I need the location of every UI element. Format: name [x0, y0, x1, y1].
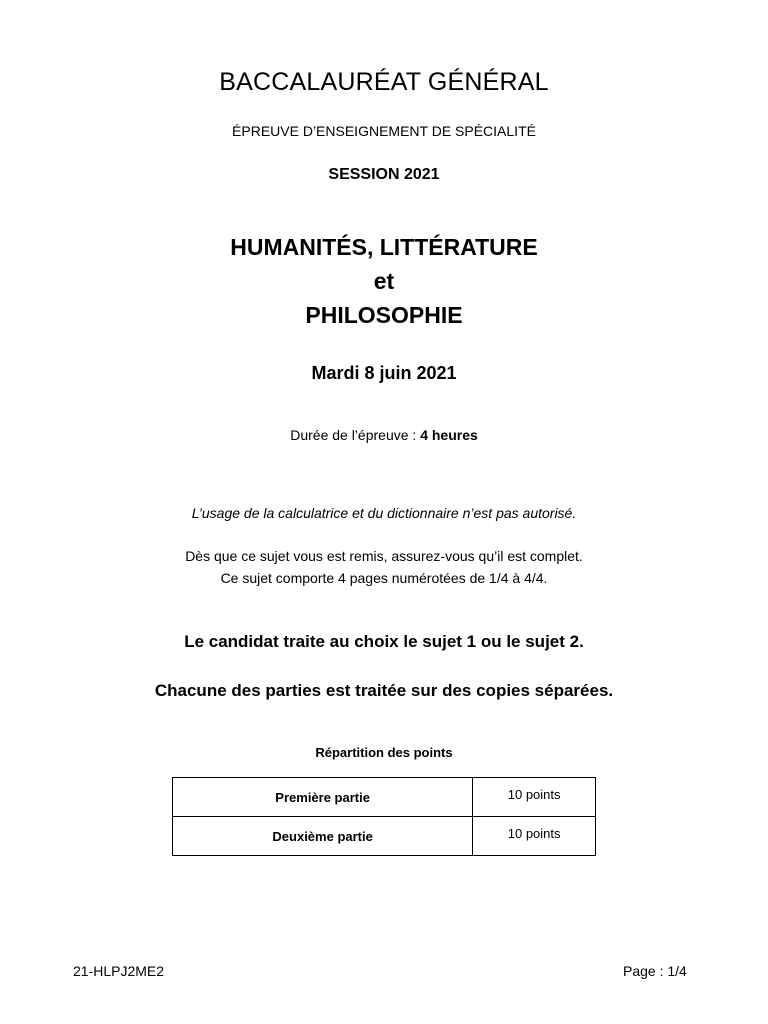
duration-label: Durée de l’épreuve :: [290, 427, 421, 443]
table-cell-points: 10 points: [473, 817, 596, 856]
exam-duration: [0, 427, 768, 443]
subject-line-1: HUMANITÉS, LITTÉRATURE: [230, 234, 538, 260]
duration-value: 4 heures: [420, 427, 478, 443]
table-cell-points: 10 points: [473, 778, 596, 817]
points-table: [172, 777, 596, 856]
exam-subtitle: ÉPREUVE D’ENSEIGNEMENT DE SPÉCIALITÉ: [232, 123, 536, 139]
separate-copies-notice: Chacune des parties est traitée sur des copies séparées.: [154, 681, 614, 700]
session-label: SESSION 2021: [328, 166, 440, 183]
footer-exam-code: 21-HLPJ2ME2: [73, 963, 165, 979]
page-count-notice: Ce sujet comporte 4 pages numérotées de 1/4 à 4/4.: [220, 570, 548, 586]
subject-line-3: PHILOSOPHIE: [305, 302, 463, 328]
table-cell-part: Deuxième partie: [173, 817, 473, 856]
exam-title: BACCALAURÉAT GÉNÉRAL: [219, 68, 549, 96]
footer-page-number: Page : 1/4: [623, 963, 687, 979]
exam-date: Mardi 8 juin 2021: [311, 363, 457, 383]
table-row: [173, 817, 596, 856]
calculator-notice: L’usage de la calculatrice et du dictionnaire n’est pas autorisé.: [191, 505, 577, 521]
choice-notice: Le candidat traite au choix le sujet 1 ou le sujet 2.: [184, 632, 584, 651]
table-cell-part: Première partie: [173, 778, 473, 817]
table-row: [173, 778, 596, 817]
points-table-title: Répartition des points: [315, 745, 453, 760]
subject-line-2: et: [373, 268, 395, 294]
completeness-notice: Dès que ce sujet vous est remis, assurez-vous qu’il est complet.: [185, 548, 583, 564]
